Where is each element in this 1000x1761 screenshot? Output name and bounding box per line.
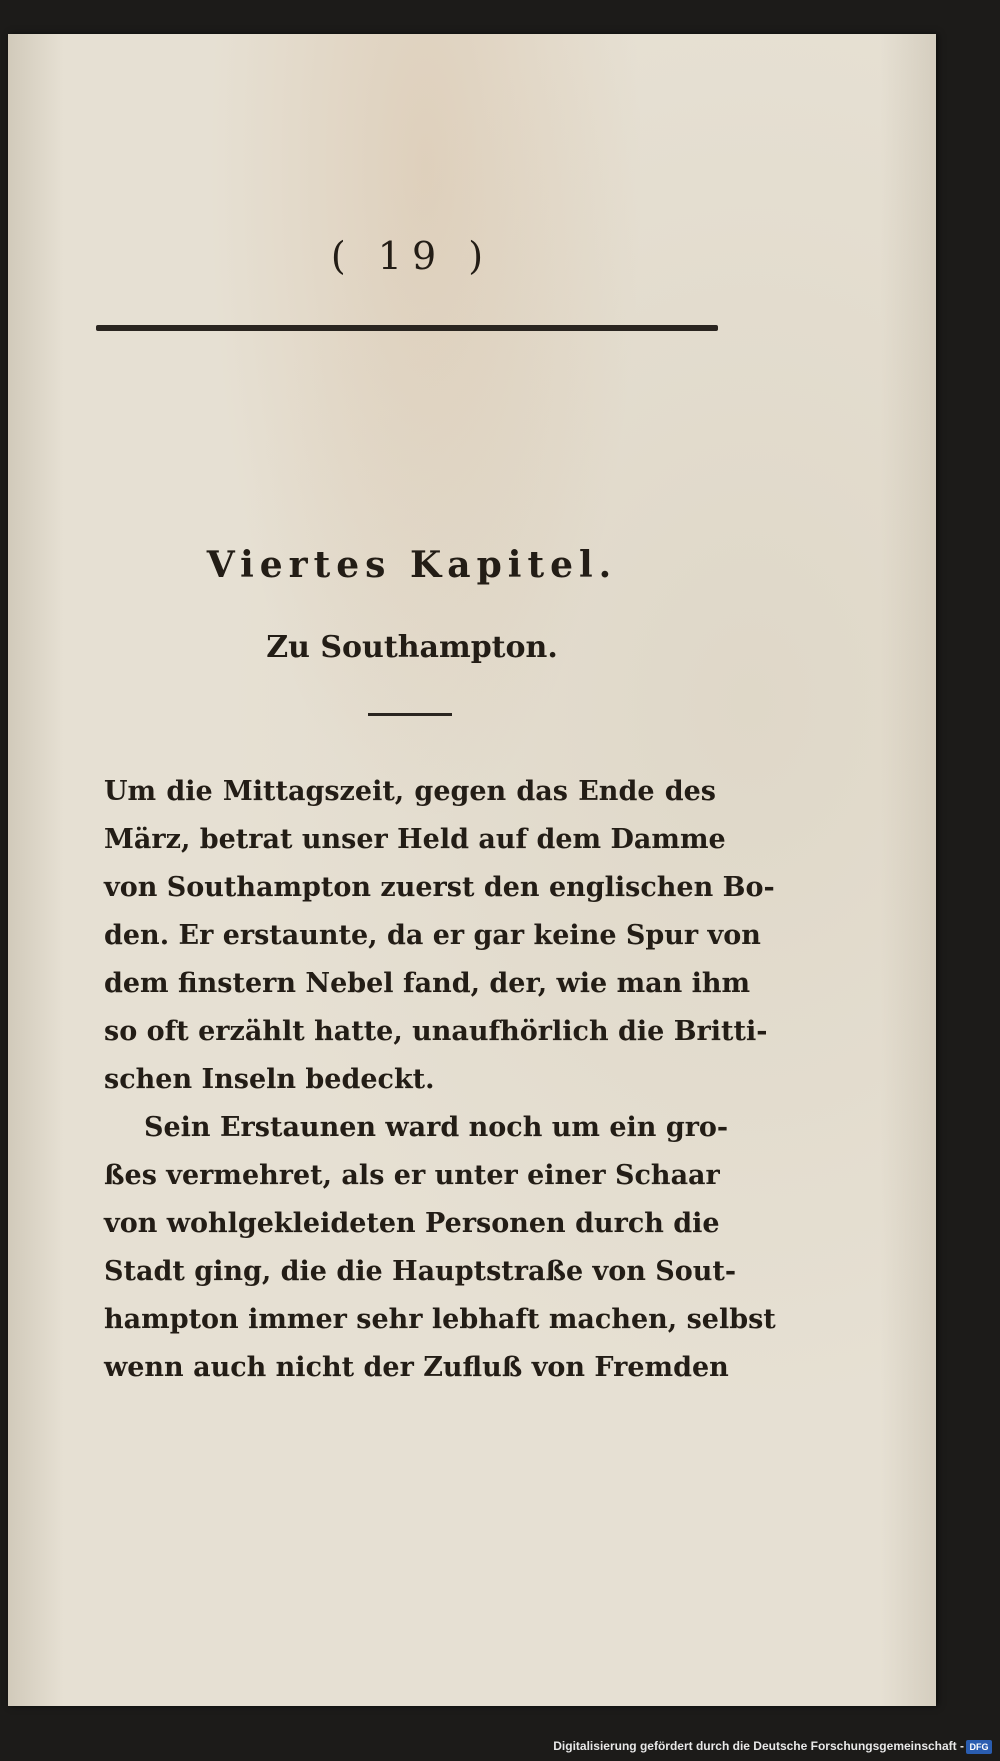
chapter-title: Viertes Kapitel. <box>206 544 618 586</box>
footer-bar <box>0 1733 1000 1761</box>
body-line: hampton immer sehr lebhaft machen, selbst <box>104 1304 776 1335</box>
page-number: ( 19 ) <box>330 234 494 278</box>
header-rule <box>96 325 718 331</box>
body-line: von wohlgekleideten Personen durch die <box>104 1208 720 1239</box>
body-line: dem finstern Nebel fand, der, wie man ihm <box>104 968 751 999</box>
body-line: wenn auch nicht der Zufluß von Fremden <box>104 1352 729 1383</box>
chapter-separator-rule <box>368 713 452 716</box>
body-line: Um die Mittagszeit, gegen das Ende des <box>104 776 716 807</box>
chapter-subtitle: Zu Southampton. <box>266 630 558 665</box>
body-line: Sein Erstaunen ward noch um ein gro- <box>144 1112 729 1143</box>
body-line: so oft erzählt hatte, unaufhörlich die Britti- <box>104 1016 768 1047</box>
dfg-logo: DFG <box>966 1740 992 1754</box>
book-page <box>8 34 936 1706</box>
body-line: schen Inseln bedeckt. <box>104 1064 435 1095</box>
body-line: Stadt ging, die die Hauptstraße von Sout- <box>104 1256 737 1287</box>
body-line: von Southampton zuerst den englischen Bo- <box>104 872 775 903</box>
page-text-layer <box>8 34 936 1706</box>
body-line: ßes vermehret, als er unter einer Schaar <box>104 1160 720 1191</box>
funding-credit: Digitalisierung gefördert durch die Deutsche Forschungsgemeinschaft - <box>553 1739 964 1753</box>
body-line: März, betrat unser Held auf dem Damme <box>104 824 726 855</box>
body-line: den. Er erstaunte, da er gar keine Spur von <box>104 920 761 951</box>
